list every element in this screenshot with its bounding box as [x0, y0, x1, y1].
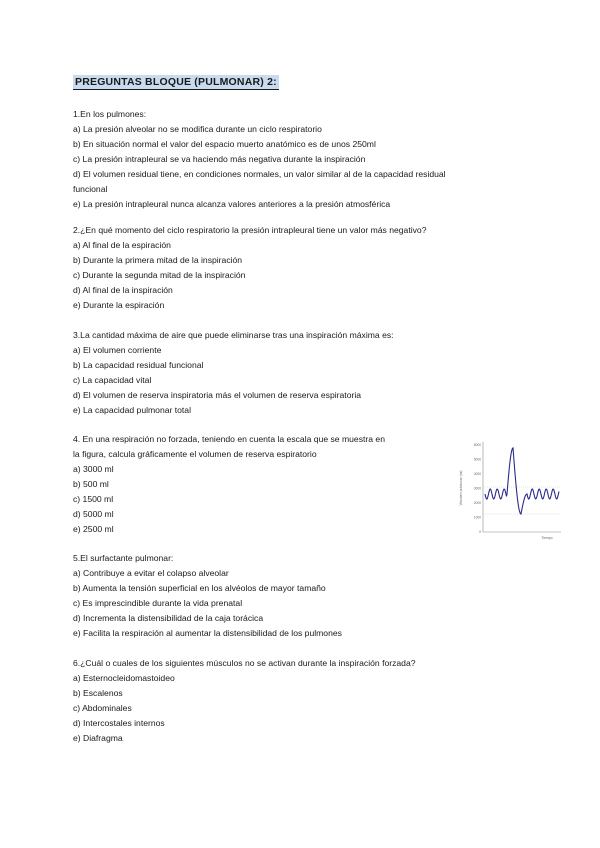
option-e: e) Diafragma [73, 733, 123, 743]
question-5 [73, 551, 528, 641]
option-c: c) La presión intrapleural se va haciendo más negativa durante la inspiración [73, 154, 366, 164]
question-1 [73, 107, 528, 212]
y-tick-label: 6000 [473, 443, 481, 447]
y-tick-label: 0 [479, 530, 481, 534]
question-stem: 1.En los pulmones: [73, 109, 147, 119]
y-tick-label: 5000 [473, 457, 481, 462]
option-d: d) 5000 ml [73, 509, 114, 519]
option-b: b) Escalenos [73, 688, 123, 698]
question-6 [73, 656, 528, 746]
option-c: c) Es imprescindible durante la vida prenatal [73, 598, 243, 608]
question-2 [73, 223, 528, 313]
y-tick-label: 1000 [473, 515, 481, 520]
option-c: c) Durante la segunda mitad de la inspiración [73, 270, 246, 280]
option-c: c) 1500 ml [73, 494, 114, 504]
question-stem: 2.¿En qué momento del ciclo respiratorio la presión intrapleural tiene un valor más negativo? [73, 225, 427, 235]
option-b: b) La capacidad residual funcional [73, 360, 204, 370]
y-tick-label: 3000 [473, 486, 481, 491]
y-tick-label: 4000 [473, 472, 481, 476]
question-4 [73, 432, 453, 537]
volume-curve [485, 448, 559, 514]
option-d-continued: funcional [73, 184, 108, 194]
option-e: e) La presión intrapleural nunca alcanza valores anteriores a la presión atmosférica [73, 199, 391, 209]
option-c: c) La capacidad vital [73, 375, 152, 385]
lung-volume-figure [455, 438, 565, 548]
lung-volume-svg [455, 438, 565, 548]
option-e: e) Facilita la respiración al aumentar la distensibilidad de los pulmones [73, 628, 342, 638]
option-a: a) El volumen corriente [73, 345, 162, 355]
question-stem: 3.La cantidad máxima de aire que puede eliminarse tras una inspiración máxima es: [73, 330, 394, 340]
question-stem: 4. En una respiración no forzada, teniendo en cuenta la escala que se muestra en [73, 434, 385, 444]
option-d: d) El volumen residual tiene, en condiciones normales, un valor similar al de la capacidad residual [73, 169, 446, 179]
option-b: b) Aumenta la tensión superficial en los alvéolos de mayor tamaño [73, 583, 326, 593]
option-e: e) La capacidad pulmonar total [73, 405, 192, 415]
question-stem: 5.El surfactante pulmonar: [73, 553, 174, 563]
option-d: d) Intercostales internos [73, 718, 165, 728]
option-a: a) Contribuye a evitar el colapso alveolar [73, 568, 229, 578]
option-c: c) Abdominales [73, 703, 132, 713]
question-stem: 6.¿Cuál o cuales de los siguientes músculos no se activan durante la inspiración forzada? [73, 658, 416, 668]
question-3 [73, 328, 528, 418]
option-a: a) La presión alveolar no se modifica durante un ciclo respiratorio [73, 124, 322, 134]
option-a: a) Al final de la espiración [73, 240, 171, 250]
option-d: d) Al final de la inspiración [73, 285, 173, 295]
y-tick-label: 2000 [473, 501, 481, 505]
option-e: e) Durante la espiración [73, 300, 165, 310]
x-axis-label: Tiempo [541, 536, 553, 540]
option-d: d) Incrementa la distensibilidad de la caja torácica [73, 613, 264, 623]
option-a: a) Esternocleidomastoideo [73, 673, 175, 683]
option-b: b) 500 ml [73, 479, 109, 489]
option-b: b) En situación normal el valor del espacio muerto anatómico es de unos 250ml [73, 139, 376, 149]
option-a: a) 3000 ml [73, 464, 114, 474]
option-d: d) El volumen de reserva inspiratoria más el volumen de reserva espiratoria [73, 390, 362, 400]
y-axis-label: Volumen pulmonar (ml) [459, 470, 463, 506]
option-e: e) 2500 ml [73, 524, 114, 534]
option-b: b) Durante la primera mitad de la inspiración [73, 255, 243, 265]
page-title: PREGUNTAS BLOQUE (PULMONAR) 2: [75, 76, 277, 88]
question-stem-continued: la figura, calcula gráficamente el volumen de reserva espiratorio [73, 449, 317, 459]
